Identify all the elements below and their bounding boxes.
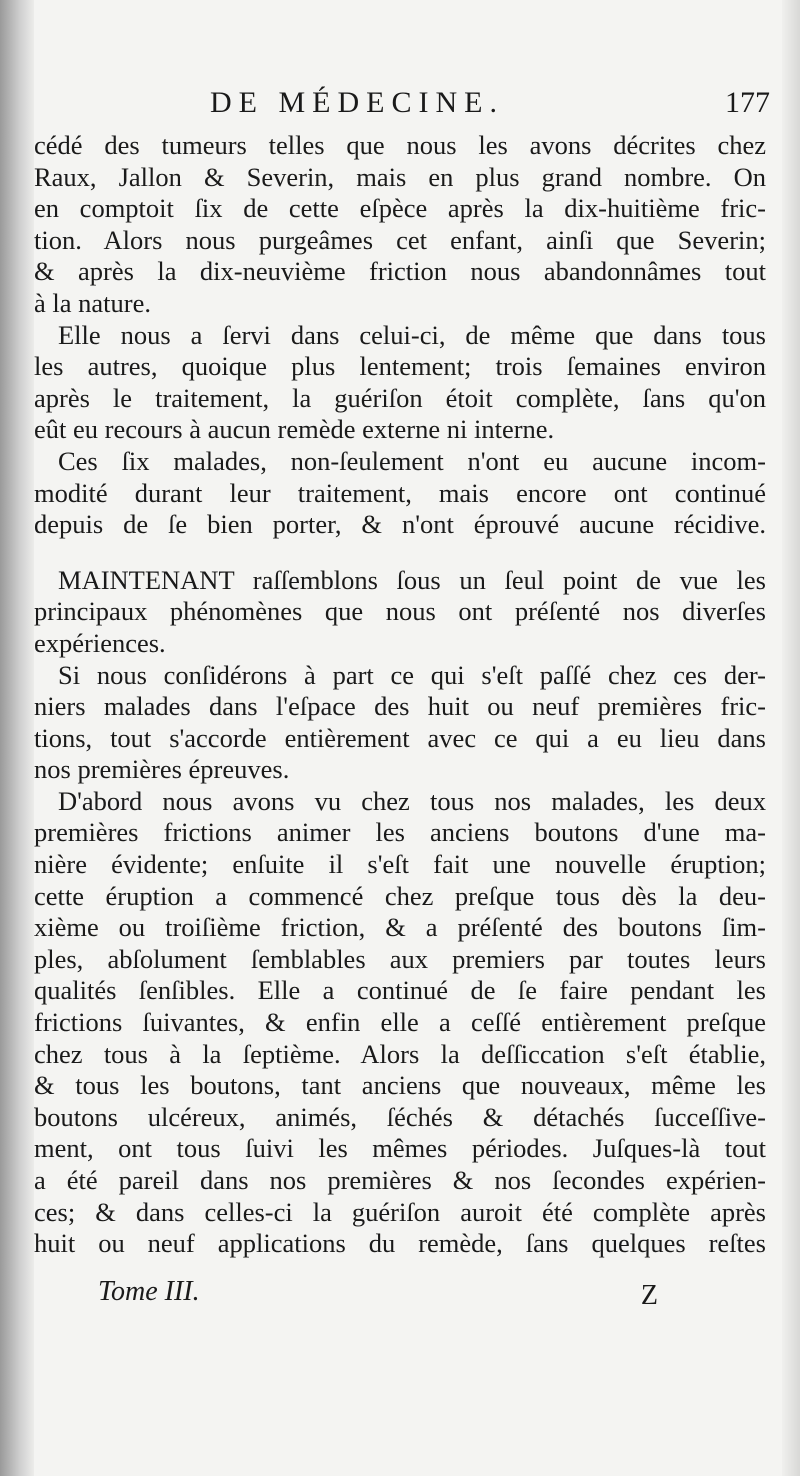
page-edge: [782, 0, 800, 1476]
text-line: en comptoit ſix de cette eſpèce après la dix-huitième fric-: [34, 193, 766, 224]
volume-label: Tome III.: [98, 1276, 200, 1307]
page-header: [60, 86, 770, 130]
text-line: premières frictions animer les anciens boutons d'une ma-: [34, 817, 766, 848]
running-head: DE MÉDECINE.: [210, 86, 504, 119]
text-line: boutons ulcéreux, animés, ſéchés & détachés ſucceſſive-: [34, 1101, 766, 1132]
text-line: MAINTENANT raſſemblons ſous un ſeul point de vue les: [58, 564, 766, 595]
text-line: les autres, quoique plus lentement; trois ſemaines environ: [34, 351, 766, 382]
text-line: Elle nous a ſervi dans celui-ci, de même que dans tous: [58, 319, 766, 350]
text-line: ples, abſolument ſemblables aux premiers par toutes leurs: [34, 943, 766, 974]
page-footer: [98, 1276, 658, 1316]
text-line: cette éruption a commencé chez preſque tous dès la deu-: [34, 880, 766, 911]
text-line: niers malades dans l'eſpace des huit ou neuf premières fric-: [34, 691, 766, 722]
text-line: ment, ont tous ſuivi les mêmes périodes. Juſques-là tout: [34, 1133, 766, 1164]
text-line: frictions ſuivantes, & enfin elle a ceſſé entièrement preſque: [34, 1007, 766, 1038]
text-line: a été pareil dans nos premières & nos ſecondes expérien-: [34, 1165, 766, 1195]
text-line: eût eu recours à aucun remède externe ni interne.: [34, 414, 555, 445]
text-line: huit ou neuf applications du remède, ſans quelques reſtes: [34, 1228, 766, 1259]
text-line: & après la dix-neuvième friction nous abandonnâmes tout: [34, 256, 766, 287]
text-line: Raux, Jallon & Severin, mais en plus grand nombre. On: [34, 161, 766, 192]
text-line: depuis de ſe bien porter, & n'ont éprouvé aucune récidive.: [34, 509, 766, 540]
text-line: & tous les boutons, tant anciens que nouveaux, même les: [34, 1070, 766, 1101]
text-line: cédé des tumeurs telles que nous les avons décrites chez: [34, 130, 766, 160]
binding-shadow: [0, 0, 34, 1476]
text-line: Ces ſix malades, non-ſeulement n'ont eu aucune incom-: [58, 445, 766, 476]
text-line: expériences.: [34, 627, 166, 658]
text-line: nière évidente; enſuite il s'eſt fait une nouvelle éruption;: [34, 849, 766, 880]
text-line: qualités ſenſibles. Elle a continué de ſe faire pendant les: [34, 975, 766, 1006]
signature-mark: Z: [640, 1280, 658, 1311]
text-line: principaux phénomènes que nous ont préſenté nos diverſes: [34, 596, 766, 627]
text-line: tion. Alors nous purgeâmes cet enfant, ainſi que Severin;: [34, 224, 766, 255]
body-text: [34, 130, 766, 1260]
text-line: à la nature.: [34, 287, 151, 318]
text-line: tions, tout s'accorde entièrement avec ce qui a eu lieu dans: [34, 722, 766, 753]
text-line: nos premières épreuves.: [34, 754, 290, 785]
text-line: chez tous à la ſeptième. Alors la deſſiccation s'eſt établie,: [34, 1038, 766, 1069]
text-line: Si nous conſidérons à part ce qui s'eſt paſſé chez ces der-: [58, 659, 766, 690]
text-line: ces; & dans celles-ci la guériſon auroit été complète après: [34, 1196, 766, 1227]
text-line: xième ou troiſième friction, & a préſenté des boutons ſim-: [34, 912, 766, 943]
text-line: D'abord nous avons vu chez tous nos malades, les deux: [58, 785, 766, 816]
text-line: après le traitement, la guériſon étoit complète, ſans qu'on: [34, 382, 766, 413]
text-line: modité durant leur traitement, mais encore ont continué: [34, 477, 766, 508]
section-break: [34, 541, 766, 565]
page-number: 177: [725, 86, 770, 119]
